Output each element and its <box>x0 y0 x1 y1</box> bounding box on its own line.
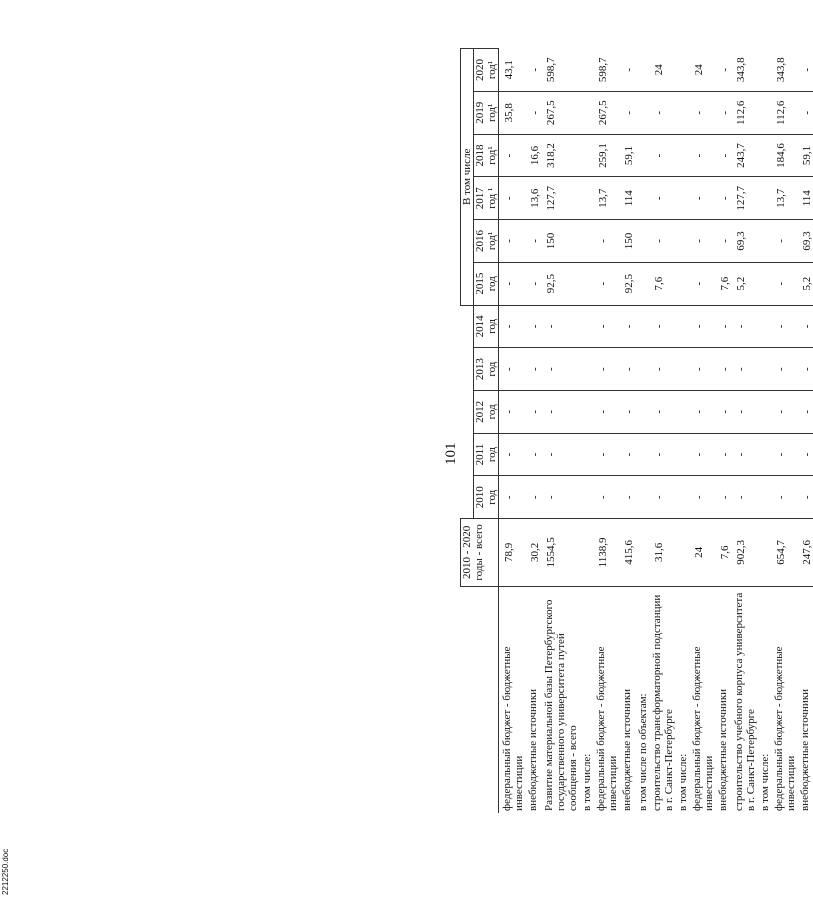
year-value: - <box>689 348 715 391</box>
row-total: 78,9 <box>499 519 526 587</box>
year-unit: год <box>486 361 498 377</box>
year-value <box>675 262 689 305</box>
total-header: 2010 - 2020 годы - всего <box>461 519 499 587</box>
year-value: - <box>715 220 731 263</box>
year-value: - <box>797 91 813 134</box>
year-value <box>635 91 649 134</box>
year-value: - <box>593 433 619 476</box>
year-value: - <box>771 476 797 519</box>
year-value <box>579 348 593 391</box>
year-value <box>635 390 649 433</box>
table-row <box>771 49 797 814</box>
table-row <box>619 49 635 814</box>
year-value: - <box>499 220 526 263</box>
year-header <box>474 476 499 519</box>
year-value: - <box>715 476 731 519</box>
year-value: - <box>715 433 731 476</box>
year-value: - <box>715 348 731 391</box>
year-value: - <box>797 433 813 476</box>
year-value: - <box>525 348 541 391</box>
table-row <box>649 49 675 814</box>
year-value <box>675 49 689 92</box>
year-value: - <box>649 433 675 476</box>
year-header <box>474 177 499 220</box>
year-value <box>635 49 649 92</box>
year-value: - <box>649 348 675 391</box>
year-label: 2019 <box>474 101 486 124</box>
year-unit: год¹ <box>486 60 498 80</box>
year-value: - <box>689 433 715 476</box>
year-value: 318,2 <box>541 134 579 177</box>
year-value: - <box>525 91 541 134</box>
row-label: в том числе: <box>581 753 593 811</box>
row-total: 31,6 <box>649 519 675 587</box>
year-value: - <box>689 134 715 177</box>
year-unit: год <box>486 318 498 334</box>
year-value: 343,8 <box>731 49 757 92</box>
row-label: в том числе по объектам: <box>637 693 649 811</box>
year-value: - <box>499 390 526 433</box>
row-total: 902,3 <box>731 519 757 587</box>
year-value: - <box>525 220 541 263</box>
year-value <box>757 348 771 391</box>
year-value: - <box>689 305 715 348</box>
year-header <box>474 262 499 305</box>
year-value <box>757 49 771 92</box>
year-value: 184,6 <box>771 134 797 177</box>
year-value <box>675 433 689 476</box>
year-value: - <box>499 348 526 391</box>
row-total: 654,7 <box>771 519 797 587</box>
year-value <box>579 433 593 476</box>
year-value: 16,6 <box>525 134 541 177</box>
year-value: - <box>499 177 526 220</box>
year-value: - <box>499 433 526 476</box>
label-header <box>461 586 499 813</box>
year-value: - <box>541 348 579 391</box>
table-row <box>579 49 593 814</box>
budget-table <box>460 48 813 813</box>
year-value <box>579 262 593 305</box>
year-header <box>474 49 499 92</box>
year-value: 7,6 <box>649 262 675 305</box>
year-value: 13,7 <box>771 177 797 220</box>
year-value: 69,3 <box>797 220 813 263</box>
year-value: 243,7 <box>731 134 757 177</box>
year-value: - <box>619 476 635 519</box>
year-value <box>579 305 593 348</box>
year-value: 24 <box>689 49 715 92</box>
year-label: 2013 <box>474 358 486 381</box>
year-value: - <box>797 390 813 433</box>
year-label: 2017 <box>474 187 486 210</box>
year-value: - <box>525 305 541 348</box>
year-value: 343,8 <box>771 49 797 92</box>
year-value: - <box>731 390 757 433</box>
year-value <box>757 220 771 263</box>
year-value: - <box>499 134 526 177</box>
year-value: 150 <box>619 220 635 263</box>
table-row <box>689 49 715 814</box>
year-value <box>675 177 689 220</box>
year-unit: год¹ <box>486 231 498 251</box>
row-label: строительство трансформаторной подстанции в г. Санкт-Петербурге <box>651 594 675 811</box>
year-value <box>757 134 771 177</box>
year-label: 2012 <box>474 400 486 423</box>
year-value: - <box>689 177 715 220</box>
year-header <box>474 134 499 177</box>
year-value <box>675 134 689 177</box>
year-unit: год <box>486 447 498 463</box>
year-value: - <box>771 348 797 391</box>
row-label: в том числе: <box>677 753 689 811</box>
year-value: - <box>541 305 579 348</box>
row-label: Развитие материальной базы Петербургского государственного университета путей сообщения - всего <box>543 599 579 811</box>
year-header <box>474 348 499 391</box>
year-value: - <box>619 348 635 391</box>
table-row <box>541 49 579 814</box>
year-value <box>579 134 593 177</box>
year-value <box>675 91 689 134</box>
year-value: - <box>689 220 715 263</box>
year-value <box>579 390 593 433</box>
year-value: - <box>649 177 675 220</box>
year-value: 150 <box>541 220 579 263</box>
row-total: 415,6 <box>619 519 635 587</box>
year-value <box>757 305 771 348</box>
year-unit: год¹ <box>486 103 498 122</box>
year-value <box>579 220 593 263</box>
row-label: внебюджетные источники <box>799 688 811 811</box>
year-value: - <box>619 91 635 134</box>
year-value: - <box>715 49 731 92</box>
year-value: - <box>619 49 635 92</box>
year-label: 2018 <box>474 144 486 167</box>
year-label: 2010 <box>474 486 486 509</box>
year-value: - <box>797 49 813 92</box>
row-total: 24 <box>689 519 715 587</box>
year-value: - <box>525 262 541 305</box>
year-label: 2016 <box>474 229 486 252</box>
year-value: 5,2 <box>731 262 757 305</box>
year-value: 13,7 <box>593 177 619 220</box>
year-label: 2011 <box>474 443 486 466</box>
row-total: 7,6 <box>715 519 731 587</box>
year-value: 59,1 <box>619 134 635 177</box>
year-value: - <box>499 262 526 305</box>
year-unit: год <box>486 489 498 505</box>
table-row <box>499 49 526 814</box>
year-value <box>579 177 593 220</box>
year-value: - <box>771 220 797 263</box>
year-value: - <box>541 476 579 519</box>
year-value: 92,5 <box>541 262 579 305</box>
year-value <box>579 49 593 92</box>
table-row <box>797 49 813 814</box>
year-value <box>675 390 689 433</box>
footer-filename: 2212250.doc <box>1 848 10 895</box>
row-total <box>635 519 649 587</box>
row-label: федеральный бюджет - бюджетные инвестиции <box>595 646 619 811</box>
year-value: 127,7 <box>731 177 757 220</box>
row-total: 247,6 <box>797 519 813 587</box>
row-label: внебюджетные источники <box>621 688 633 811</box>
year-value <box>757 390 771 433</box>
year-value: - <box>541 390 579 433</box>
row-total: 30,2 <box>525 519 541 587</box>
year-value: - <box>649 91 675 134</box>
year-value: 127,7 <box>541 177 579 220</box>
year-label: 2015 <box>474 272 486 295</box>
row-label: федеральный бюджет - бюджетные инвестиции <box>773 646 797 811</box>
year-value: - <box>541 433 579 476</box>
year-value <box>635 476 649 519</box>
year-value: - <box>797 348 813 391</box>
year-value: - <box>715 134 731 177</box>
year-value: - <box>619 305 635 348</box>
year-value: 13,6 <box>525 177 541 220</box>
year-value: - <box>619 433 635 476</box>
year-value: - <box>525 476 541 519</box>
year-value: - <box>715 91 731 134</box>
year-value: - <box>525 433 541 476</box>
year-label: 2014 <box>474 315 486 338</box>
year-value: 5,2 <box>797 262 813 305</box>
year-value: - <box>689 262 715 305</box>
year-value: - <box>649 220 675 263</box>
year-value: 267,5 <box>593 91 619 134</box>
year-value: - <box>593 305 619 348</box>
year-value: - <box>771 433 797 476</box>
row-label: строительство учебного корпуса университета в г. Санкт-Петербурге <box>733 592 757 811</box>
table-row <box>593 49 619 814</box>
year-value: - <box>593 348 619 391</box>
year-value <box>757 262 771 305</box>
row-total: 1554,5 <box>541 519 579 587</box>
table-row <box>635 49 649 814</box>
year-unit: год <box>486 404 498 420</box>
year-header <box>474 220 499 263</box>
year-value: - <box>689 390 715 433</box>
row-label: в том числе: <box>759 753 771 811</box>
year-value: - <box>771 305 797 348</box>
year-unit: год ¹ <box>486 187 498 209</box>
year-value <box>635 177 649 220</box>
row-label: федеральный бюджет - бюджетные инвестиции <box>691 646 715 811</box>
table-body <box>499 49 813 814</box>
year-value <box>635 348 649 391</box>
year-value <box>675 476 689 519</box>
year-value: - <box>689 91 715 134</box>
year-value: - <box>593 220 619 263</box>
year-value: 259,1 <box>593 134 619 177</box>
row-total: 1138,9 <box>593 519 619 587</box>
year-value: 69,3 <box>731 220 757 263</box>
year-value: - <box>715 305 731 348</box>
year-unit: год <box>486 276 498 292</box>
year-value: - <box>715 390 731 433</box>
year-header <box>474 305 499 348</box>
year-value: 112,6 <box>731 91 757 134</box>
year-value: 598,7 <box>593 49 619 92</box>
year-value <box>635 433 649 476</box>
year-value <box>579 476 593 519</box>
year-value <box>675 348 689 391</box>
row-total <box>579 519 593 587</box>
table-header <box>461 49 499 814</box>
year-value: - <box>797 305 813 348</box>
year-value: - <box>649 305 675 348</box>
in-that-header: В том числе <box>461 49 474 306</box>
table-row <box>731 49 757 814</box>
year-value: - <box>499 305 526 348</box>
table-row <box>525 49 541 814</box>
year-value: - <box>593 262 619 305</box>
year-value <box>579 91 593 134</box>
year-value <box>757 177 771 220</box>
year-value <box>635 134 649 177</box>
year-value: 24 <box>649 49 675 92</box>
row-total <box>757 519 771 587</box>
year-value: 92,5 <box>619 262 635 305</box>
year-value: - <box>499 476 526 519</box>
row-total <box>675 519 689 587</box>
table-row <box>757 49 771 814</box>
year-value <box>635 220 649 263</box>
year-value: - <box>797 476 813 519</box>
year-header <box>474 390 499 433</box>
year-value: - <box>771 390 797 433</box>
year-value: - <box>593 476 619 519</box>
year-value <box>635 262 649 305</box>
year-value: 114 <box>619 177 635 220</box>
year-value: 35,8 <box>499 91 526 134</box>
year-value: 43,1 <box>499 49 526 92</box>
year-value <box>757 433 771 476</box>
year-header <box>474 91 499 134</box>
year-unit: год¹ <box>486 146 498 165</box>
year-value: - <box>649 134 675 177</box>
year-value: 267,5 <box>541 91 579 134</box>
year-value <box>757 91 771 134</box>
year-value: - <box>731 476 757 519</box>
year-value: - <box>619 390 635 433</box>
year-value: 7,6 <box>715 262 731 305</box>
year-value: - <box>525 49 541 92</box>
year-value: 59,1 <box>797 134 813 177</box>
year-header <box>474 433 499 476</box>
row-label: внебюджетные источники <box>717 688 729 811</box>
table-row <box>675 49 689 814</box>
year-value <box>675 220 689 263</box>
year-value: - <box>715 177 731 220</box>
year-value: - <box>731 348 757 391</box>
year-label: 2020 <box>474 58 486 81</box>
year-value: - <box>649 476 675 519</box>
year-value: - <box>593 390 619 433</box>
year-value: - <box>771 262 797 305</box>
year-value: 598,7 <box>541 49 579 92</box>
year-value: - <box>689 476 715 519</box>
year-value <box>635 305 649 348</box>
year-value: - <box>731 305 757 348</box>
year-value: - <box>525 390 541 433</box>
row-label: федеральный бюджет - бюджетные инвестиции <box>501 646 525 811</box>
year-value: - <box>649 390 675 433</box>
year-value <box>675 305 689 348</box>
year-value: 114 <box>797 177 813 220</box>
row-label: внебюджетные источники <box>527 688 539 811</box>
year-value: 112,6 <box>771 91 797 134</box>
page-number: 101 <box>443 442 459 465</box>
year-value: - <box>731 433 757 476</box>
table-row <box>715 49 731 814</box>
year-value <box>757 476 771 519</box>
